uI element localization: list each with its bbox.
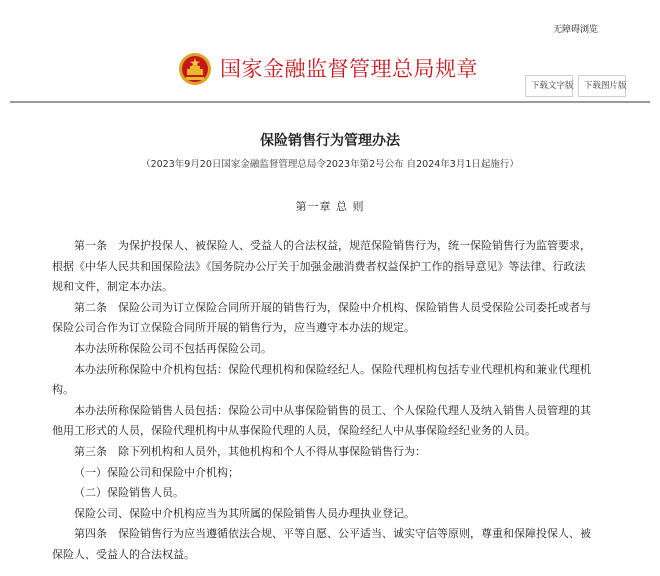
paragraph: 第二条 保险公司为订立保险合同所开展的销售行为，保险中介机构、保险销售人员受保险公司委托或者与保险公司合作为订立保险合同所开展的销售行为，应当遵守本办法的规定。 (52, 300, 591, 335)
paragraph: 本办法所称保险销售人员包括：保险公司中从事保险销售的员工、个人保险代理人及纳入销售人员管理的其他用工形式的人员，保险代理机构中从事保险代理的人员，保险经纪人中从事保险经纪业务的人员。 (52, 403, 591, 438)
paragraph: 第四条 保险销售行为应当遵循依法合规、平等自愿、公平适当、诚实守信等原则，尊重和保障投保人、被保险人、受益人的合法权益。 (52, 527, 591, 561)
paragraph: 本办法所称保险公司不包括再保险公司。 (74, 341, 272, 355)
chapter-heading: 第一章 总 则 (295, 200, 365, 213)
document-title: 保险销售行为管理办法 (260, 133, 400, 149)
paragraph: （二）保险销售人员。 (74, 486, 184, 500)
paragraph: 保险公司、保险中介机构应当为其所属的保险销售人员办理执业登记。 (74, 506, 415, 520)
download-image-version-button[interactable]: 下载图片版 (578, 75, 626, 97)
paragraph: 第三条 除下列机构和人员外，其他机构和个人不得从事保险销售行为： (74, 444, 426, 458)
document-body (52, 236, 592, 566)
paragraph: （一）保险公司和保险中介机构； (74, 465, 239, 479)
site-title: 国家金融监督管理总局规章 (220, 57, 478, 81)
document-subtitle: （2023年9月20日国家金融监督管理总局令2023年第2号公布 自2024年3月1日起施行） (141, 159, 519, 170)
paragraph: 第一条 为保护投保人、被保险人、受益人的合法权益，规范保险销售行为，统一保险销售行为监管要求，根据《中华人民共和国保险法》《国务院办公厅关于加强金融消费者权益保护工作的指导意见》等法律、行政法规和文件，制定本办法。 (52, 239, 591, 294)
download-text-version-button[interactable]: 下载文字版 (525, 75, 573, 97)
accessibility-link[interactable]: 无障碍浏览 (553, 25, 599, 35)
header-divider (10, 101, 650, 103)
paragraph: 本办法所称保险中介机构包括：保险代理机构和保险经纪人。保险代理机构包括专业代理机构和兼业代理机构。 (52, 362, 591, 397)
header-bar (0, 0, 660, 100)
national-emblem-icon (178, 52, 212, 86)
